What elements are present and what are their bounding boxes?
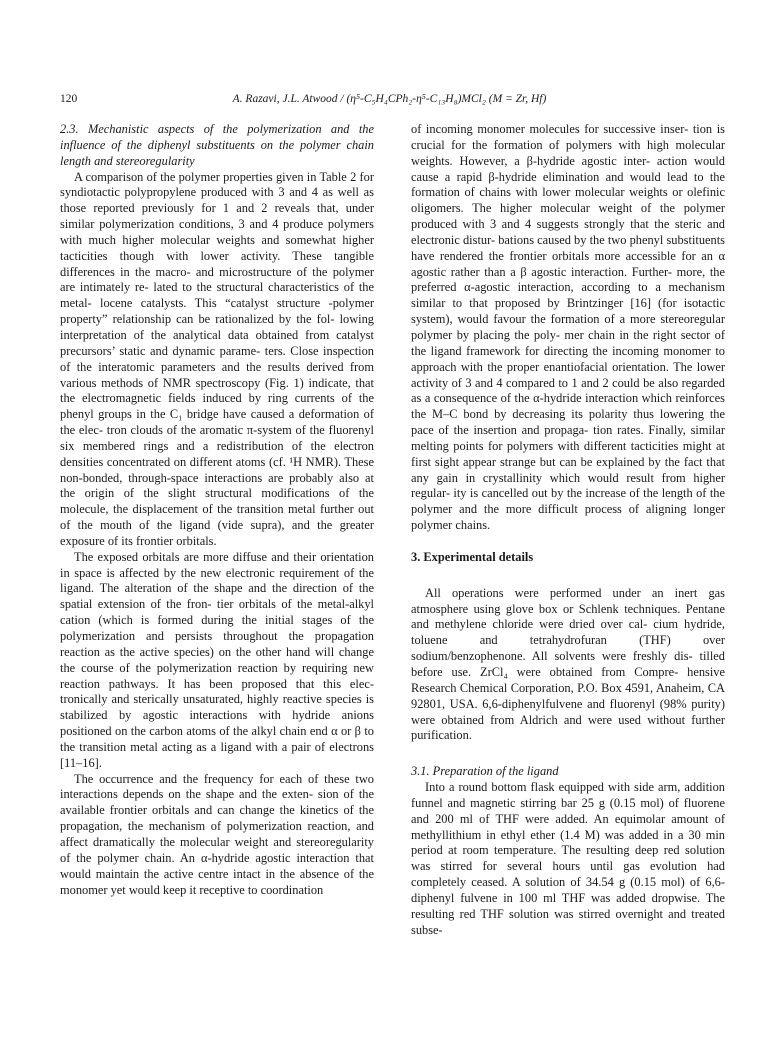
page-number: 120 (60, 93, 78, 105)
paragraph-exposed-orbitals: The exposed orbitals are more diffuse and their orientation in space is affected by the new electronic requirement of the ligand. The alteration of the shape and the direction of the spatial extension of the fron- tier orbitals of the metal-alkyl cation (which is formed during the initial stages of the polymerization and persists throughout the propagation reaction as the active species) on the other hand will change the course of the polymerization reaction by requiring new reaction pathways. It has been proposed that this elec- tronically and sterically unsaturated, highly reactive species is stabilized by agostic interactions with hydride anions positioned on the carbon atoms of the alkyl chain end α or β to the transition metal acting as a ligand with a pair of electrons [11–16]. (60, 549, 374, 770)
paragraph-agostic-frequency: The occurrence and the frequency for each of these two interactions depends on the shape and the exten- sion of the available frontier orbitals and can change the kinetics of the propagation, the mechanism of polymerization reaction, and affect dramatically the molecular weight and stereoregularity of the polymer chain. An α-hydride agostic interaction that would maintain the active centre intact in the absence of the monomer yet would keep it receptive to coordination (60, 771, 374, 897)
paragraph-experimental-details: All operations were performed under an inert gas atmosphere using glove box or Schlenk techniques. Pentane and methylene chloride were dried over cal- cium hydride, toluene and tetrahydrofuran (THF) over sodium/benzophenone. All solvents were freshly dis- tilled before use. ZrCl₄ were obtained from Compre- hensive Research Chemical Corporation, P.O. Box 4591, Anaheim, CA 92801, USA. 6,6-diphenylfulvene and fluorenyl (98% purity) were obtained from Aldrich and were used without further purification. (411, 585, 725, 743)
paragraph-catalyst-comparison: A comparison of the polymer properties given in Table 2 for syndiotactic polypropylene produced with 3 and 4 as well as those reported previously for 1 and 2 reveals that, under similar polymerization conditions, 3 and 4 produce polymers with much higher molecular weights and somewhat higher tacticities though with lower activity. These tangible differences in the macro- and microstructure of the polymer are intimately re- lated to the structural characteristics of the metal- locene catalysts. This “catalyst structure -polymer property” relationship can be rationalized by the fol- lowing interpretation of the analytical data obtained from catalyst precursors’ static and dynamic parame- ters. Close inspection of the interatomic parameters and the results derived from various methods of NMR spectroscopy (Fig. 1) indicate, that the electromagnetic fields induced by ring currents of the phenyl groups in the C₁ bridge have caused a deformation of the elec- tron clouds of the aromatic π-system of the fluorenyl six membered rings and a redistribution of the electron densities concentrated on different atoms (cf. ¹H NMR). These non-bonded, through-space interactions are probably also at the origin of the slight structural modifications of the molecule, the displacement of the transition metal further out of the mouth of the ligand (vide supra), and the greater exposure of its frontier orbitals. (60, 169, 374, 548)
section-spacer (411, 566, 725, 586)
section-3-heading: 3. Experimental details (411, 549, 534, 564)
running-head: A. Razavi, J.L. Atwood / (η⁵-C₅H₄CPh₂-η⁵-C₁₃H₈)MCl₂ (M = Zr, Hf) (232, 93, 547, 105)
paragraph-molecular-weight: of incoming monomer molecules for successive inser- tion is crucial for the formation of polymers with high molecular weights. However, a β-hydride agostic inter- action would cause a rapid β-hydride elimination and would lead to the formation of chains with lower molecular weights or olefinic oligomers. The higher molecular weight of the polymer produced with 3 and 4 suggests strongly that the steric and electronic distur- bations caused by the two phenyl substituents have rendered the frontier orbitals more accessible for an α agostic rather than a β agostic interaction. Further- more, the preferred α-agostic interaction, according to a mechanism similar to that proposed by Brintzinger [16] (for isotactic system), would favour the formation of a more stereoregular polymer by placing the poly- mer chain in the right sector of the ligand framework for directing the incoming monomer to approach with the proper enantiofacial orientation. The lower activity of 3 and 4 compared to 1 and 2 could be also regarded as a consequence of the α-hydride interaction which reinforces the M–C bond by decreasing its polarity thus lowering the pace of the insertion and propaga- tion rates. Finally, similar melting points for polymers with different tacticities might at first sight appear strange but can be explained by the fact that any gain in crystallinity which would result from higher regular- ity is cancelled out by the increase of the length of the polymer and the more difficult process of aligning longer polymer chains. (411, 122, 725, 533)
paragraph-ligand-preparation: Into a round bottom flask equipped with side arm, addition funnel and magnetic stirring bar 25 g (0.15 mol) of fluorene and 200 ml of THF were added. An equimolar amount of methyllithium in ethyl ether (1.4 M) was added in a 30 min period at room temperature. The resulting deep red solution was stirred for several hours until gas evolution had completely ceased. A solution of 34.54 g (0.15 mol) of 6,6-diphenyl fulvene in 100 ml THF was added dropwise. The resulting red THF solution was stirred overnight and treated subse- (411, 780, 725, 937)
section-spacer (411, 744, 725, 764)
section-3-1-heading: 3.1. Preparation of the ligand (411, 764, 559, 779)
section-2-3-heading: 2.3. Mechanistic aspects of the polymerization and the influence of the diphenyl substituents on the polymer chain length and stereoregularity (60, 122, 374, 168)
section-spacer (411, 534, 725, 550)
right-column (411, 122, 725, 939)
left-column (60, 122, 374, 898)
